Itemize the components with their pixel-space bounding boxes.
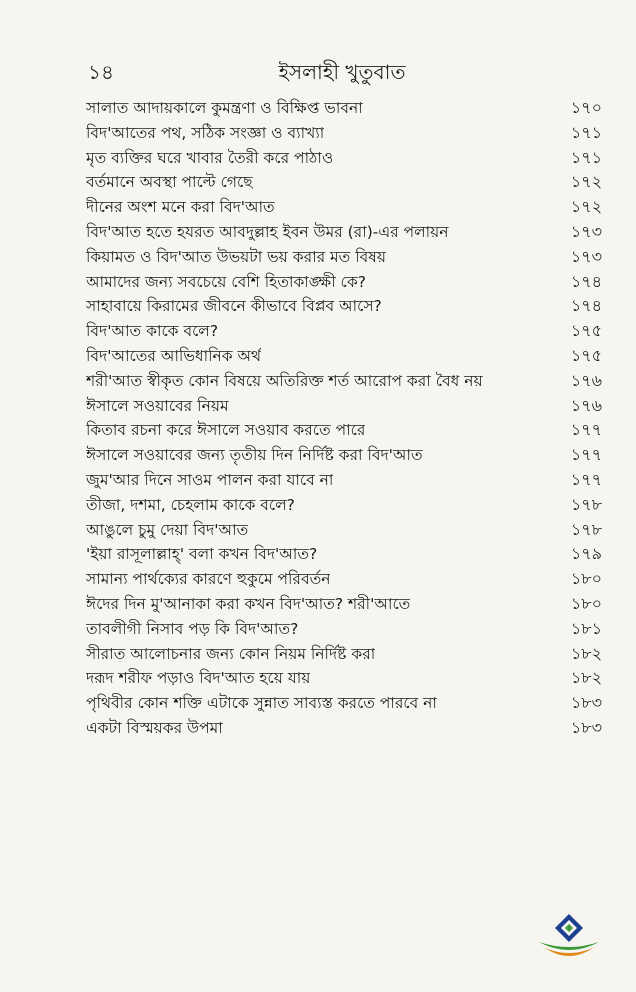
toc-entry-title: দরূদ শরীফ পড়াও বিদ'আত হয়ে যায় — [86, 669, 311, 688]
toc-entry-page: ১৮০ — [570, 593, 602, 613]
toc-entry-page: ১৭৪ — [570, 271, 602, 291]
toc-entry-title: সালাত আদায়কালে কুমন্ত্রণা ও বিক্ষিপ্ত ভাবনা — [86, 99, 363, 117]
toc-entry — [86, 542, 602, 567]
toc-entry-title: তীজা, দশমা, চেহলাম কাকে বলে? — [86, 495, 295, 514]
toc-entry-title: দীনের অংশ মনে করা বিদ'আত — [86, 198, 275, 217]
toc-entry-page: ১৭১ — [570, 147, 602, 167]
toc-entry-page: ১৮০ — [570, 569, 602, 589]
page-header — [88, 58, 596, 88]
toc-entry-page: ১৮৩ — [570, 693, 602, 713]
toc-entry — [86, 567, 602, 592]
toc-entry — [86, 617, 602, 642]
toc-entry — [86, 170, 602, 195]
toc-entry — [86, 518, 602, 543]
toc-entry — [86, 716, 602, 741]
publisher-logo-icon — [535, 910, 603, 966]
toc-entry — [86, 96, 602, 121]
toc-entry-title: মৃত ব্যক্তির ঘরে খাবার তৈরী করে পাঠাও — [86, 148, 334, 167]
toc-entry-title: শরী'আত স্বীকৃত কোন বিষয়ে অতিরিক্ত শর্ত আরোপ করা বৈধ নয় — [86, 371, 483, 390]
toc-entry-page: ১৭৬ — [570, 395, 602, 415]
toc-entry-title: ঈদের দিন মু'আনাকা করা কখন বিদ'আত? শরী'আতে — [86, 594, 411, 613]
toc-entry-page: ১৮২ — [570, 668, 602, 688]
toc-entry-title: পৃথিবীর কোন শক্তি এটাকে সুন্নাত সাব্যস্ত করতে পারবে না — [86, 694, 437, 713]
toc-entry-page: ১৭২ — [570, 172, 602, 192]
toc-entry-page: ১৭৯ — [570, 544, 602, 564]
toc-entry — [86, 220, 602, 245]
toc-entry-title: সামান্য পার্থক্যের কারণে হুকুমে পরিবর্তন — [86, 570, 331, 589]
toc-entry — [86, 121, 602, 146]
toc-entry — [86, 666, 602, 691]
toc-entry — [86, 294, 602, 319]
toc-entry-title: কিতাব রচনা করে ঈসালে সওয়াব করতে পারে — [86, 421, 366, 440]
toc-entry-page: ১৭৪ — [570, 296, 602, 316]
page-number: ১৪ — [88, 60, 114, 84]
toc-entry — [86, 642, 602, 667]
toc-entry-title: সীরাত আলোচনার জন্য কোন নিয়ম নির্দিষ্ট করা — [86, 644, 376, 663]
toc-entry-title: একটা বিস্ময়কর উপমা — [86, 718, 223, 737]
toc-entry-page: ১৮১ — [570, 618, 602, 638]
toc-entry — [86, 195, 602, 220]
toc-entry — [86, 319, 602, 344]
toc-entry-page: ১৭৩ — [570, 246, 602, 266]
toc-entry-page: ১৭১ — [570, 122, 602, 142]
toc-entry-title: ঈসালে সওয়াবের জন্য তৃতীয় দিন নির্দিষ্ট করা বিদ'আত — [86, 446, 423, 465]
toc-entry — [86, 369, 602, 394]
toc-entry — [86, 245, 602, 270]
toc-entry-page: ১৭৩ — [570, 221, 602, 241]
toc-entry-page: ১৭২ — [570, 197, 602, 217]
table-of-contents — [86, 96, 602, 741]
toc-entry-page: ১৭৭ — [570, 469, 602, 489]
toc-entry-title: কিয়ামত ও বিদ'আত উভয়টা ভয় করার মত বিষয় — [86, 247, 386, 266]
toc-entry — [86, 468, 602, 493]
toc-entry-title: বিদ'আত কাকে বলে? — [86, 322, 219, 341]
toc-entry-title: বর্তমানে অবস্থা পাল্টে গেছে — [86, 173, 253, 192]
toc-entry-page: ১৭৭ — [570, 445, 602, 465]
running-title: ইসলাহী খুতুবাত — [278, 60, 406, 84]
toc-entry-title: বিদ'আতের আভিধানিক অর্থ — [86, 346, 262, 365]
toc-entry — [86, 493, 602, 518]
toc-entry-page: ১৭৫ — [570, 321, 602, 341]
toc-entry-title: আঙুলে চুমু দেয়া বিদ'আত — [86, 520, 249, 539]
toc-entry-page: ১৮৩ — [570, 717, 602, 737]
toc-entry-title: সাহাবায়ে কিরামের জীবনে কীভাবে বিপ্লব আসে? — [86, 297, 382, 316]
toc-entry — [86, 443, 602, 468]
toc-entry — [86, 270, 602, 295]
toc-entry-page: ১৭৮ — [570, 494, 602, 514]
toc-entry — [86, 592, 602, 617]
toc-entry-title: বিদ'আত হতে হযরত আবদুল্লাহ ইবন উমর (রা)-এর পলায়ন — [86, 222, 449, 241]
toc-entry — [86, 394, 602, 419]
toc-entry — [86, 344, 602, 369]
toc-entry-title: বিদ'আতের পথ, সঠিক সংজ্ঞা ও ব্যাখ্যা — [86, 123, 325, 142]
toc-entry-page: ১৭৬ — [570, 370, 602, 390]
toc-entry-title: তাবলীগী নিসাব পড় কি বিদ'আত? — [86, 619, 299, 638]
toc-entry-page: ১৭৭ — [570, 420, 602, 440]
toc-entry-title: জুম'আর দিনে সাওম পালন করা যাবে না — [86, 470, 334, 489]
toc-entry-title: 'ইয়া রাসূলাল্লাহ্' বলা কখন বিদ'আত? — [86, 545, 318, 564]
toc-entry — [86, 691, 602, 716]
toc-entry — [86, 146, 602, 171]
toc-entry-page: ১৭৫ — [570, 345, 602, 365]
toc-entry-page: ১৭৮ — [570, 519, 602, 539]
toc-entry-page: ১৭০ — [570, 98, 602, 117]
toc-entry-title: ঈসালে সওয়াবের নিয়ম — [86, 396, 229, 415]
toc-entry — [86, 418, 602, 443]
toc-entry-page: ১৮২ — [570, 643, 602, 663]
toc-entry-title: আমাদের জন্য সবচেয়ে বেশি হিতাকাঙ্ক্ষী কে? — [86, 272, 366, 291]
